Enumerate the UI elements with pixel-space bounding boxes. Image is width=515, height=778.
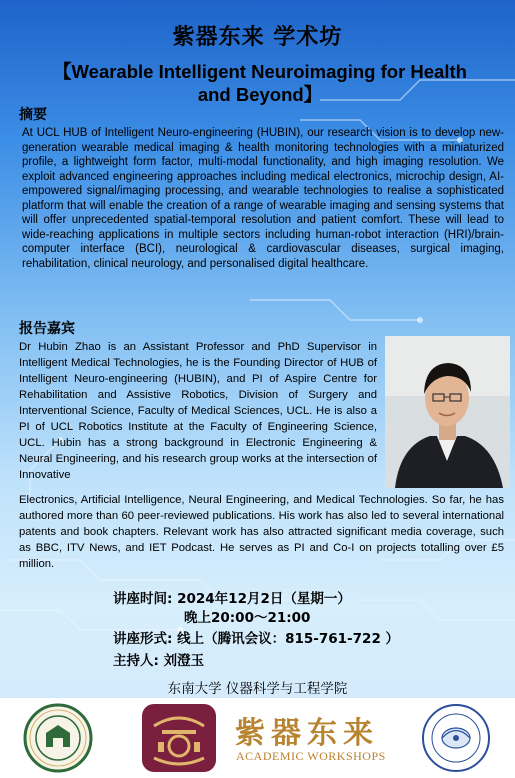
lecture-format: 讲座形式: 线上（腾讯会议：815-761-722 ）: [113, 631, 400, 647]
speaker-heading: 报告嘉宾: [19, 321, 75, 337]
lecture-time-hours: 晚上20:00～21:00: [184, 610, 311, 626]
abstract-text: At UCL HUB of Intelligent Neuro-engineering (HUBIN), our research vision is to develop new-generation wearable medical imaging & health monitoring technologies with a miniaturized profile, a lightweight form factor, multi-modal functionality, and high imaging resolution. We exploit advanced engineering approaches including medical electronics, microchip design, AI-empowered signal/imaging processing, and wearable technologies to realise a sophisticated platform that will enable the creation of a range of wearable imaging and sensing systems that will offer unprecedented spatial-temporal resolution and patient comfort. These will lead to wide-reaching applications in multiple sectors including human-robot interaction (HRI)/brain-computer interface (BCI), neurological & cardiovascular diseases, surgical imaging, rehabilitation, clinical neurology, and personalised digital healthcare.: [22, 127, 504, 270]
institute-emblem-icon: [140, 702, 218, 774]
talk-title: 【Wearable Intelligent Neuroimaging for Health and Beyond】: [53, 61, 467, 105]
seu-logo-icon: [18, 703, 98, 773]
department-line: 东南大学 仪器科学与工程学院: [167, 681, 348, 697]
speaker-bio: Dr Hubin Zhao is an Assistant Professor and PhD Supervisor in Intelligent Medical Technologies, he is the Founding Director of HUB of Intelligent Neuro-engineering (HUBIN), and PI of Aspire Centre for Rehabilitation and Assistive Robotics, Division of Surgery and Interventional Science, Faculty of Medical Sciences, UCL. He is also a PI of UCL Robotics Institute at the Faculty of Engineering Science, UCL. Hubin has a strong background in Electronic Engineering & Neural Engineering, and his research group works at the intersection of Innovative: [19, 341, 377, 481]
brand-name: 紫器东来: [235, 716, 379, 751]
abstract-heading: 摘要: [19, 107, 47, 123]
brand-subtitle: ACADEMIC WORKSHOPS: [236, 749, 386, 763]
school-logo-icon: [417, 703, 495, 773]
speaker-portrait-icon: [385, 336, 510, 488]
lecture-time: 讲座时间: 2024年12月2日（星期一）: [113, 591, 351, 607]
speaker-photo: [385, 336, 510, 488]
page-title: 紫器东来 学术坊: [172, 25, 343, 50]
speaker-bio-continued: Electronics, Artificial Intelligence, Neural Engineering, and Medical Technologies. So far, he has authored more than 60 peer-reviewed publications. His work has also led to several international patents and book chapters. Relevant work has also attracted significant media coverage, such as BBC, ITV News, and IET Podcast. He serves as PI and Co-I on projects totalling over £5 million.: [19, 494, 504, 570]
lecture-host: 主持人: 刘澄玉: [113, 653, 205, 669]
